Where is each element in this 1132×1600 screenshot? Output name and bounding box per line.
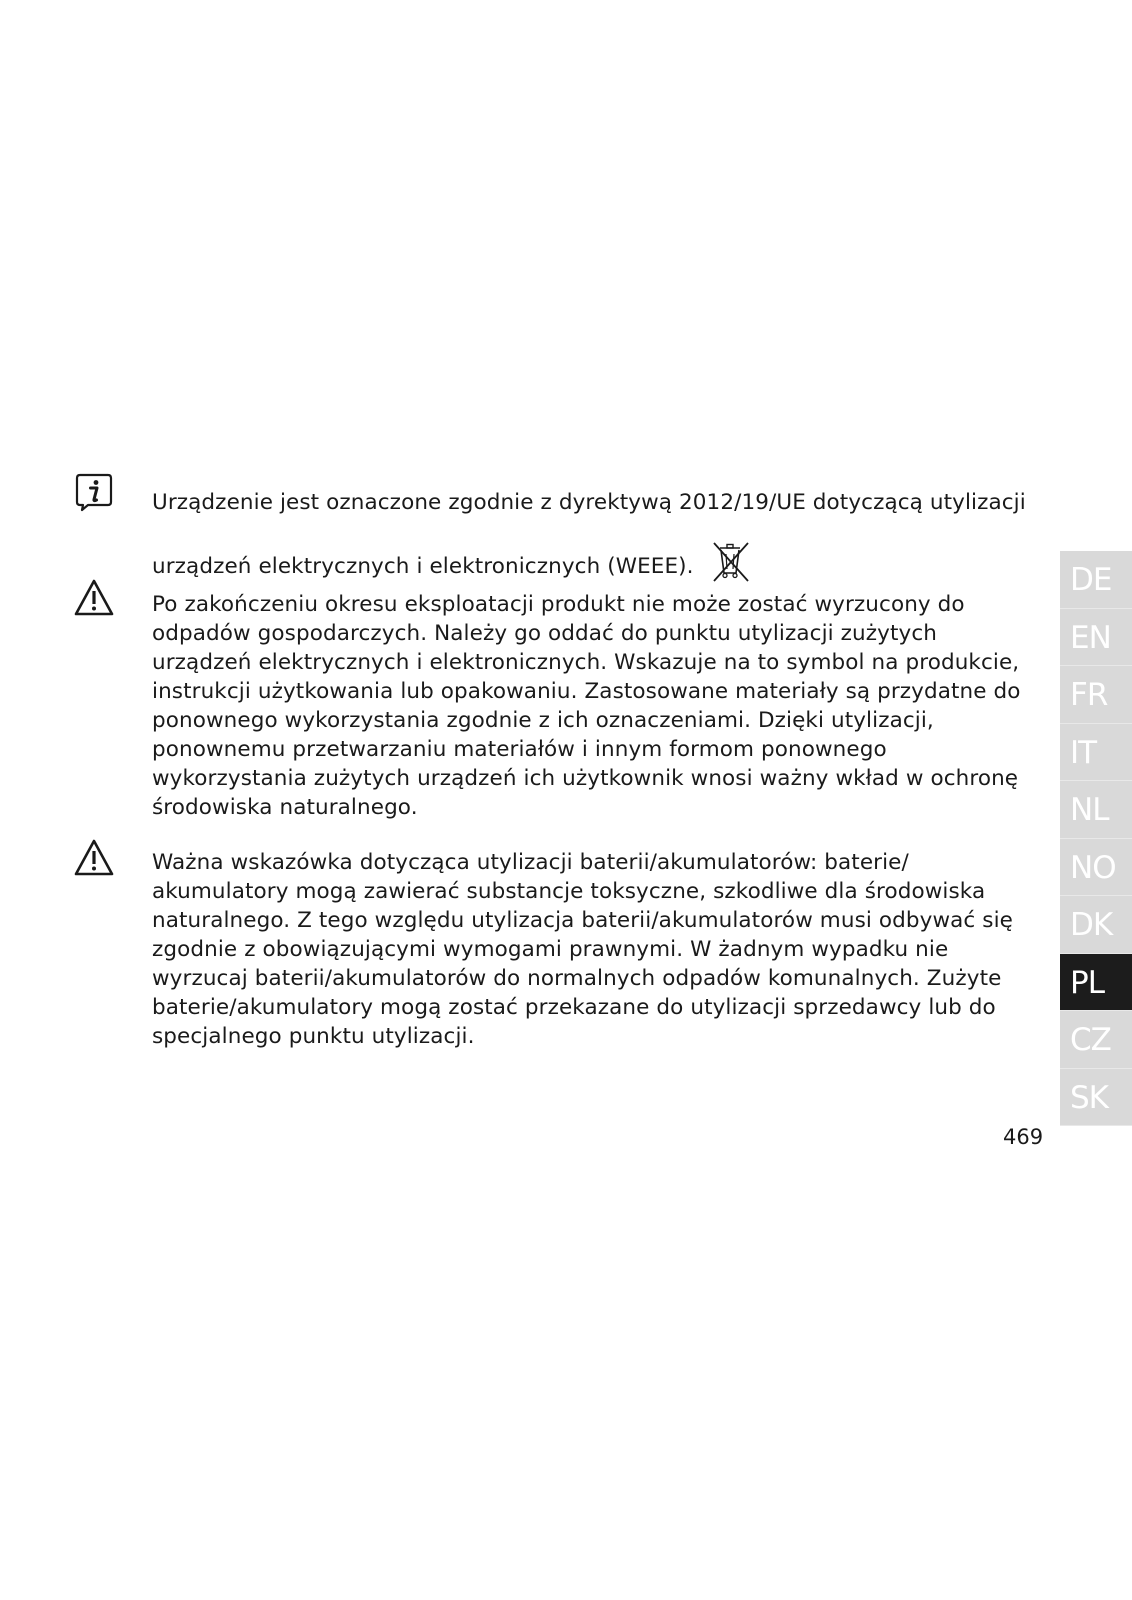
weee-line-1: Urządzenie jest oznaczone zgodnie z dyrektywą 2012/19/UE dotyczącą utylizacji (152, 490, 1026, 515)
disposal-notice-text: Po zakończeniu okresu eksploatacji produkt nie może zostać wyrzucony do odpadów gospodarczych. Należy go oddać do punktu utylizacji zużytych urządzeń elektrycznych i elektronicznych. Wskazuje na to symbol na produkcie, instrukcji użytkowania lub opakowaniu. Zastosowane materiały są przydatne do ponownego wykorzystania zgodnie z ich oznaczeniami. Dzięki utylizacji, ponownemu przetwarzaniu materiałów i innym formom ponownego wykorzystania zużytych urządzeń ich użytkownik wnosi ważny wkład w ochronę środowiska naturalnego. (152, 592, 1021, 820)
weee-line-2: urządzeń elektrycznych i elektronicznych (WEEE). (152, 554, 694, 579)
tab-language-sk[interactable]: SK (1060, 1069, 1132, 1127)
tab-language-no[interactable]: NO (1060, 839, 1132, 897)
warning-icon (74, 838, 114, 878)
tab-language-pl[interactable]: PL (1060, 954, 1132, 1012)
tab-language-de[interactable]: DE (1060, 551, 1132, 609)
tab-language-cz[interactable]: CZ (1060, 1011, 1132, 1069)
tab-language-it[interactable]: IT (1060, 724, 1132, 782)
language-tabs (1060, 551, 1132, 1126)
weee-line-2-row (152, 537, 752, 581)
page-number: 469 (1003, 1125, 1044, 1149)
tab-language-fr[interactable]: FR (1060, 666, 1132, 724)
info-icon (74, 472, 114, 512)
tab-language-en[interactable]: EN (1060, 609, 1132, 667)
tab-language-nl[interactable]: NL (1060, 781, 1132, 839)
weee-notice-text (152, 488, 1037, 581)
tab-language-dk[interactable]: DK (1060, 896, 1132, 954)
crossed-out-bin-icon (708, 539, 752, 583)
warning-icon (74, 578, 114, 618)
battery-notice-text: Ważna wskazówka dotycząca utylizacji baterii/akumulatorów: baterie/ akumulatory mogą zawierać substancje toksyczne, szkodliwe dla środowiska naturalnego. Z tego względu utylizacja baterii/akumulatorów musi odbywać się zgodnie z obowiązującymi wymogami prawnymi. W żadnym wypadku nie wyrzucaj baterii/akumulatorów do normalnych odpadów komunalnych. Zużyte baterie/akumulatory mogą zostać przekazane do utylizacji sprzedawcy lub do specjalnego punktu utylizacji. (152, 850, 1013, 1049)
